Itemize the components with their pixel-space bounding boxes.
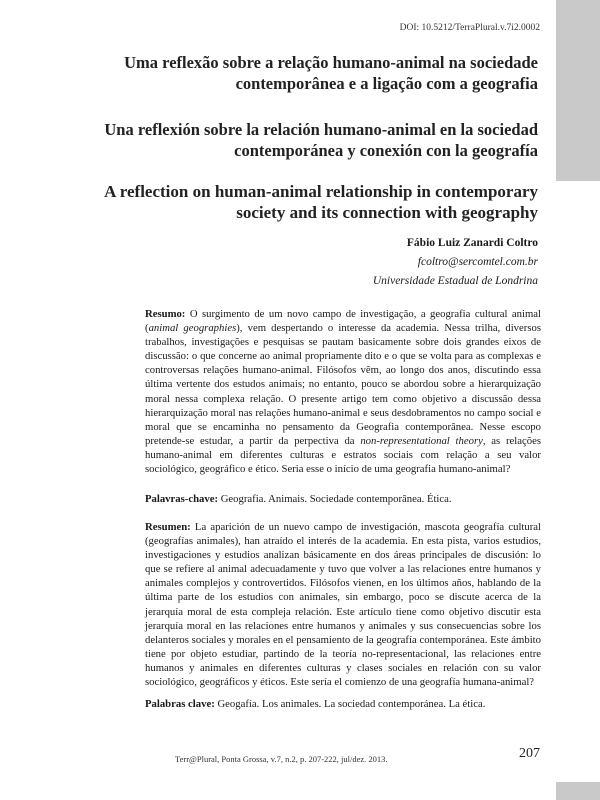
page-corner-bar	[556, 782, 600, 800]
doi: DOI: 10.5212/TerraPlural.v.7i2.0002	[399, 23, 540, 33]
abstract-es	[145, 520, 541, 689]
author-institution: Universidade Estadual de Londrina	[372, 275, 538, 287]
title-en: A reflection on human-animal relationship in contemporary society and its connection with geography	[104, 182, 538, 222]
abstract-pt-italic-1: animal geographies	[148, 322, 237, 335]
title-es: Una reflexión sobre la relación humano-animal en la sociedad contemporánea y conexión con la geografía	[104, 120, 538, 160]
abstract-pt-label: Resumo:	[145, 308, 186, 320]
author-block	[373, 234, 538, 291]
keywords-es	[145, 697, 541, 711]
abstract-pt-italic-2: non-representational theory	[360, 434, 483, 447]
abstract-pt-text-1: O surgimento de um novo campo de investigação, a geografia cultural animal (	[145, 308, 541, 335]
title-pt: Uma reflexão sobre a relação humano-animal na sociedade contemporânea e a ligação com a geografia	[124, 53, 538, 93]
abstract-pt	[145, 307, 541, 476]
author-email: fcoltro@sercomtel.com.br	[417, 256, 538, 268]
keywords-es-text: Geogafía. Los animales. La sociedad contemporánea. La ética.	[214, 698, 486, 710]
keywords-pt-text: Geografia. Animais. Sociedade contemporânea. Ética.	[218, 493, 452, 505]
keywords-es-label: Palabras clave:	[145, 698, 215, 710]
keywords-pt-label: Palavras-chave:	[145, 493, 219, 505]
abstract-pt-text-2: ), vem despertando o interesse da academia. Nessa trilha, diversos trabalhos, investigações e pesquisas se pautam basicamente sobre dois grandes eixos de discussão: o que concerne ao animal propriamente dito e o que se volta para as complexas e controversas relações humano-animal. Filósofos vêm, ao longo dos anos, discutindo essa última vertente dos estudos animais; no entanto, pouco se abordou sobre a hierarquização moral nessa complexa relação. O presente artigo tem como objetivo a discussão dessa hierarquização moral nas relações humano-animal e seus desdobramentos no campo social e moral que se encaminha no pensamento da Geografia contemporânea. Nesse escopo pretende-se estudar, a partir da perpectiva da	[145, 322, 541, 447]
footer-citation: Terr@Plural, Ponta Grossa, v.7, n.2, p. 207-222, jul/dez. 2013.	[175, 754, 388, 764]
abstract-pt-text-3: , as relações humano-animal em diferentes culturas e estratos sociais com relação a seu valor sociológico, geográfico e ético. Seria esse o início de uma geografia humano-animal?	[145, 434, 541, 476]
author-name: Fábio Luiz Zanardi Coltro	[406, 237, 538, 249]
abstract-es-text: La aparición de un nuevo campo de investigación, mascota geografía cultural (geografías animales), han atraído el interés de la academia. En esta pista, varios estudios, investigaciones y estudios analizan básicamente en dos áreas principales de discusión: lo que se refiere al animal adecuadamente y tuvo que volver a las relaciones entre humanos y animales complejos y controvertidos. Filósofos vienen, en los últimos años, hablando de la última parte de los estudios con animales, sin embargo, poco se discute acerca de la jerarquía moral de esta compleja relación. Este artículo tiene como objetivo discutir esta jerarquía moral en las relaciones entre humanos y animales y sus consecuencias sobre los delanteros sociales y morales en el pensamiento de la geografía contemporánea. Este ámbito tiene por objeto estudiar, partindo de la teoría no-representacional, las relaciones entre humanos y animales en diferentes culturas y clases sociales en relación con su valor sociológico, geográficos y éticos. Este sería el comienzo de una geografía humana-animal?	[145, 521, 541, 689]
abstract-es-label: Resumen:	[145, 521, 191, 533]
keywords-pt	[145, 492, 541, 506]
page-number: 207	[519, 746, 540, 761]
side-bar	[556, 0, 600, 181]
